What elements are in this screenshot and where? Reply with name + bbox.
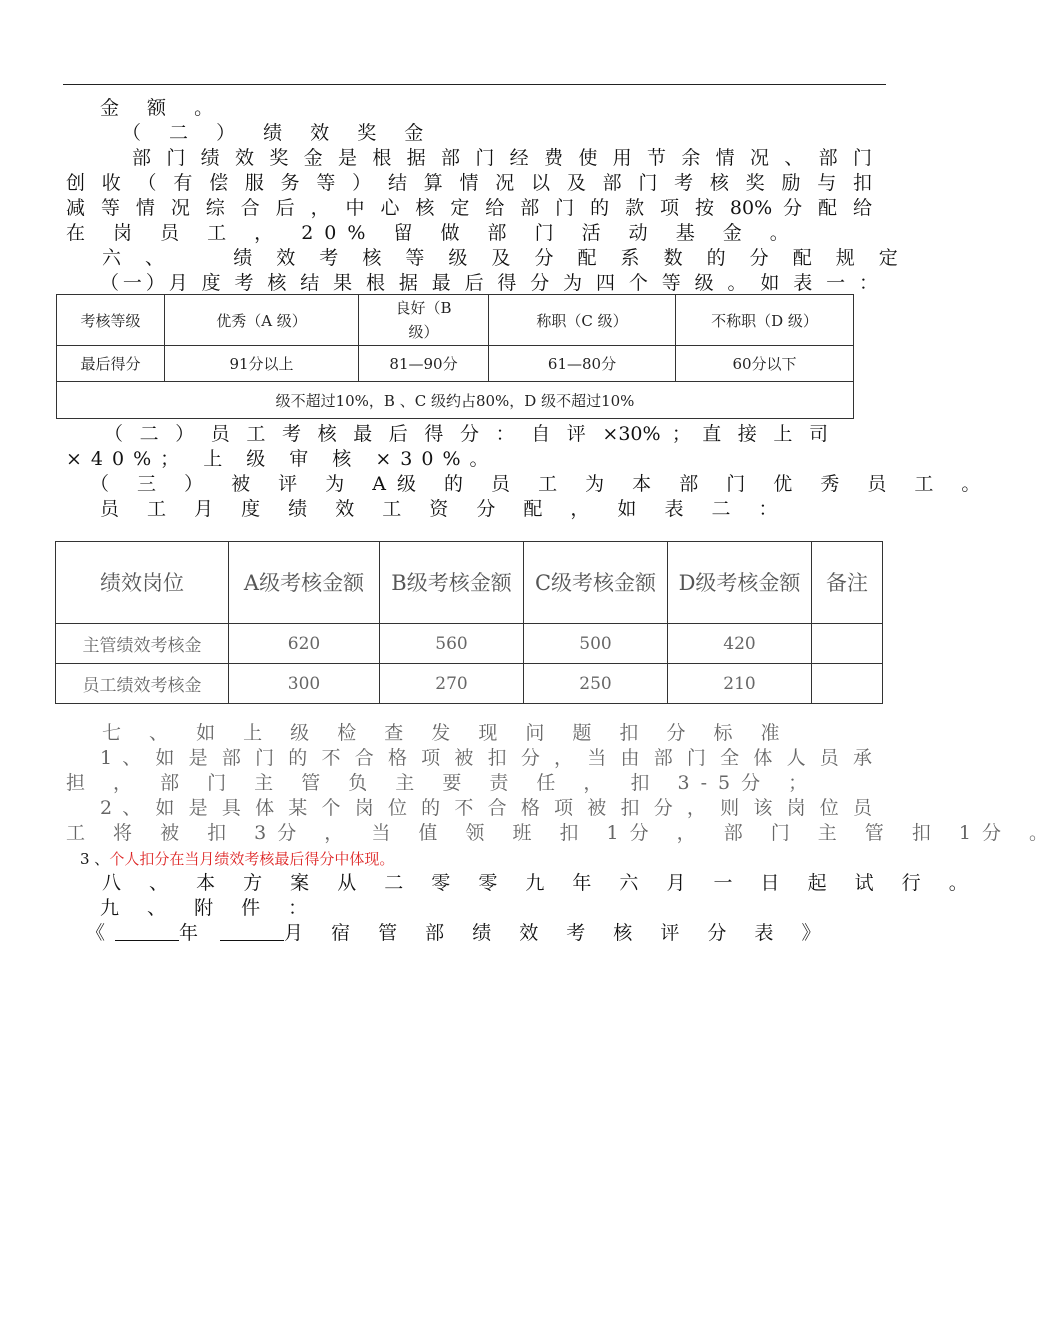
text-line: 员 工 月 度 绩 效 工 资 分 配 ， 如 表 二 ： (100, 498, 789, 520)
table-cell: 300 (229, 664, 380, 704)
text-line: （一）月 度 考 核 结 果 根 据 最 后 得 分 为 四 个 等 级 。 如 表 一 ： (100, 272, 878, 294)
section-heading: 七 、 如 上 级 检 查 发 现 问 题 扣 分 标 准 (102, 722, 791, 744)
text-line: 工 将 被 扣 3分 ， 当 值 领 班 扣 1分 ， 部 门 主 管 扣 1分 。 (66, 822, 1059, 844)
text-line: （ 二 ） 员 工 考 核 最 后 得 分 ： 自 评 ×30% ； 直 接 上 司 (104, 423, 828, 445)
salary-table (55, 541, 883, 704)
table-cell: 良好（B级） (359, 295, 489, 346)
text-line: ×40%； 上 级 审 核 ×30%。 (66, 448, 498, 470)
text-line: 部 门 绩 效 奖 金 是 根 据 部 门 经 费 使 用 节 余 情 况 、 部 门 (132, 147, 872, 169)
highlighted-text: 个人扣分在当月绩效考核最后得分中体现。 (109, 850, 395, 868)
text-line (80, 847, 888, 871)
grade-table (56, 294, 854, 419)
table-cell: 员工绩效考核金 (56, 664, 229, 704)
table-cell: 最后得分 (57, 346, 165, 382)
month-blank (220, 922, 284, 941)
section-heading: （ 二 ） 绩 效 奖 金 (122, 122, 435, 144)
table-cell: 主管绩效考核金 (56, 624, 229, 664)
table-cell: 420 (668, 624, 812, 664)
table-cell: 210 (668, 664, 812, 704)
text-line: 担 ， 部 门 主 管 负 主 要 责 任 ， 扣 3-5分 ； (66, 772, 819, 794)
table-cell: 81—90分 (359, 346, 489, 382)
table-cell: 620 (229, 624, 380, 664)
table-header-cell: A级考核金额 (229, 542, 380, 624)
table-cell: 91分以上 (165, 346, 359, 382)
table-cell: 称职（C 级） (489, 295, 676, 346)
table-note: 级不超过10%，B 、C 级约占80%，D 级不超过10% (57, 382, 854, 419)
text-line: 金 额 。 (100, 97, 225, 119)
section-heading: 六 、 绩 效 考 核 等 级 及 分 配 系 数 的 分 配 规 定 (102, 247, 907, 269)
year-blank (115, 922, 179, 941)
table-cell: 250 (524, 664, 668, 704)
header-rule (63, 84, 886, 85)
text-line: （ 三 ） 被 评 为 A级 的 员 工 为 本 部 门 优 秀 员 工 。 (90, 473, 992, 495)
table-cell: 500 (524, 624, 668, 664)
table-header-cell: B级考核金额 (380, 542, 524, 624)
table-cell: 270 (380, 664, 524, 704)
text-line: 减 等 情 况 综 合 后 ， 中 心 核 定 给 部 门 的 款 项 按 80% 分 配 给 (66, 197, 872, 219)
list-number: 3 、 (80, 850, 110, 868)
table-cell: 60分以下 (676, 346, 854, 382)
text-line: 创 收 （ 有 偿 服 务 等 ） 结 算 情 况 以 及 部 门 考 核 奖 励 与 扣 (66, 172, 872, 194)
table-cell: 优秀（A 级） (165, 295, 359, 346)
text-line: 在 岗 员 工 ， 20% 留 做 部 门 活 动 基 金 。 (66, 222, 800, 244)
text-line: 2 、 如 是 具 体 某 个 岗 位 的 不 合 格 项 被 扣 分 ， 则 该 岗 位 员 (100, 797, 872, 819)
table-header-cell: D级考核金额 (668, 542, 812, 624)
table-cell: 61—80分 (489, 346, 676, 382)
table-cell: 考核等级 (57, 295, 165, 346)
table-cell (812, 624, 883, 664)
text-line: 八 、 本 方 案 从 二 零 零 九 年 六 月 一 日 起 试 行 。 (102, 872, 979, 894)
attachment-line: 《 年 月 宿 管 部 绩 效 考 核 评 分 表 》 (86, 922, 832, 944)
text-line: 1 、 如 是 部 门 的 不 合 格 项 被 扣 分 ， 当 由 部 门 全 体 人 员 承 (100, 747, 872, 769)
table-cell: 560 (380, 624, 524, 664)
section-heading: 九 、 附 件 ： (100, 897, 319, 919)
table-header-cell: C级考核金额 (524, 542, 668, 624)
table-header-cell: 备注 (812, 542, 883, 624)
table-header-cell: 绩效岗位 (56, 542, 229, 624)
table-cell (812, 664, 883, 704)
table-cell: 不称职（D 级） (676, 295, 854, 346)
